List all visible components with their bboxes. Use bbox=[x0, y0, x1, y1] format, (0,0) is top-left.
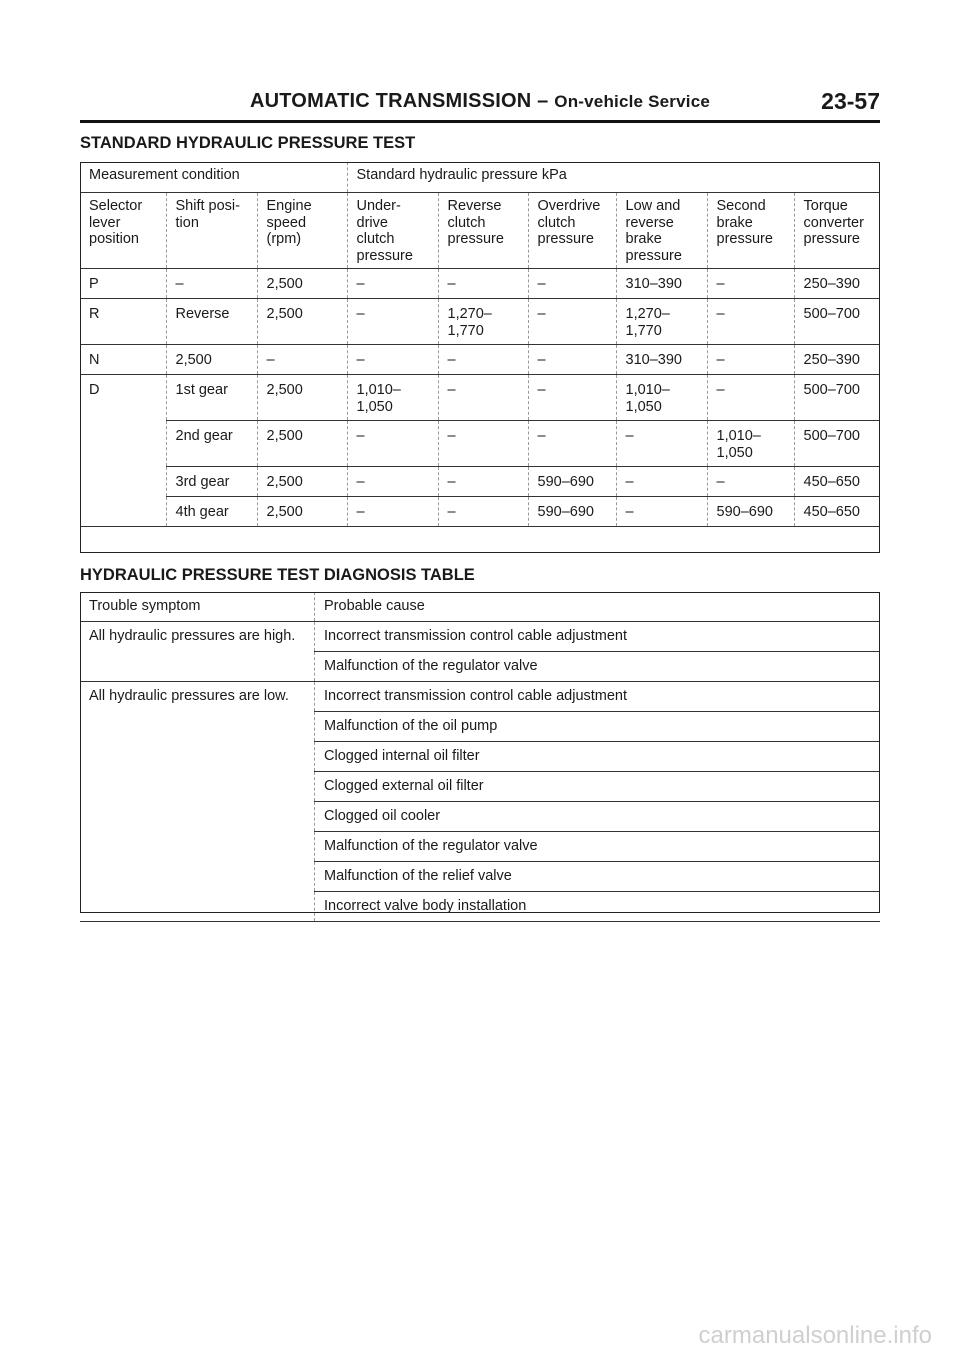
cell-line: – bbox=[716, 352, 725, 368]
probable-cause: Malfunction of the relief valve bbox=[315, 862, 881, 892]
table-cell bbox=[616, 299, 707, 345]
cell-line: – bbox=[356, 474, 365, 490]
cell-line: D bbox=[89, 382, 100, 398]
table-cell bbox=[166, 345, 257, 375]
column-header-line: Engine bbox=[266, 198, 312, 214]
table-cell bbox=[707, 269, 794, 299]
table-cell bbox=[347, 299, 438, 345]
probable-cause: Incorrect transmission control cable adjustment bbox=[315, 682, 881, 712]
diagnosis-row bbox=[80, 682, 880, 712]
column-header-line: pressure bbox=[356, 247, 413, 264]
table-cell bbox=[707, 421, 794, 467]
table-cell bbox=[347, 345, 438, 375]
column-header-line: pressure bbox=[803, 231, 860, 247]
probable-cause: Incorrect valve body installation bbox=[315, 892, 881, 922]
column-header bbox=[794, 193, 880, 269]
table-cell bbox=[347, 467, 438, 497]
cell-line: 2nd gear bbox=[175, 428, 233, 444]
column-header-line: Second bbox=[716, 198, 766, 214]
cell-line: – bbox=[447, 382, 456, 398]
page-header bbox=[80, 86, 880, 123]
table-cell bbox=[347, 375, 438, 421]
cell-line: – bbox=[447, 474, 456, 490]
table-row bbox=[80, 299, 880, 345]
diagnosis-row bbox=[80, 622, 880, 652]
cell-line: 1,770 bbox=[447, 322, 484, 339]
table-cell bbox=[616, 269, 707, 299]
table-row bbox=[80, 375, 880, 421]
cell-line: 2,500 bbox=[266, 306, 303, 322]
table-cell bbox=[794, 467, 880, 497]
column-header-line: (rpm) bbox=[266, 231, 302, 247]
cell-line: 590–690 bbox=[716, 504, 773, 520]
probable-cause: Malfunction of the oil pump bbox=[315, 712, 881, 742]
column-header-line: clutch bbox=[537, 214, 576, 231]
cell-line: – bbox=[447, 428, 456, 444]
table-cell bbox=[528, 269, 616, 299]
page-number: 23-57 bbox=[821, 88, 880, 114]
table-cell bbox=[80, 421, 166, 467]
cell-line: – bbox=[537, 428, 546, 444]
column-header bbox=[80, 193, 166, 269]
column-header-line: converter bbox=[803, 214, 864, 231]
cell-line: 1,010– bbox=[625, 382, 670, 398]
table-cell bbox=[80, 375, 166, 421]
cell-line: – bbox=[356, 352, 365, 368]
trouble-symptom: All hydraulic pressures are low. bbox=[80, 682, 315, 922]
cell-line: 500–700 bbox=[803, 428, 860, 444]
table-cell bbox=[794, 421, 880, 467]
cell-line: – bbox=[625, 428, 634, 444]
cell-line: 3rd gear bbox=[175, 474, 230, 490]
title-sub: On-vehicle Service bbox=[554, 92, 711, 111]
cell-line: 590–690 bbox=[537, 474, 594, 490]
cell-line: 2,500 bbox=[266, 382, 303, 398]
table-cell bbox=[528, 421, 616, 467]
column-header bbox=[166, 193, 257, 269]
cell-line: 2,500 bbox=[266, 276, 303, 292]
probable-cause: Incorrect transmission control cable adjustment bbox=[315, 622, 881, 652]
cell-line: – bbox=[447, 352, 456, 368]
column-header bbox=[347, 193, 438, 269]
cell-line: 590–690 bbox=[537, 504, 594, 520]
watermark: carmanualsonline.info bbox=[698, 1322, 932, 1349]
cell-line: 1,010– bbox=[716, 428, 761, 444]
cell-line: 1,270– bbox=[625, 306, 670, 322]
column-header-line: position bbox=[89, 231, 139, 247]
probable-cause: Malfunction of the regulator valve bbox=[315, 832, 881, 862]
table-cell bbox=[257, 299, 347, 345]
table-cell bbox=[438, 467, 528, 497]
cell-line: 2,500 bbox=[266, 504, 303, 520]
cell-line: 1,050 bbox=[625, 398, 662, 415]
table-row bbox=[80, 467, 880, 497]
cell-line: 250–390 bbox=[803, 276, 860, 292]
table-cell bbox=[707, 345, 794, 375]
std-test-title: STANDARD HYDRAULIC PRESSURE TEST bbox=[80, 134, 416, 152]
table-cell bbox=[438, 421, 528, 467]
cell-line: 500–700 bbox=[803, 306, 860, 322]
table-cell bbox=[528, 345, 616, 375]
table-cell bbox=[80, 497, 166, 527]
column-header-line: clutch bbox=[447, 214, 486, 231]
cell-line: 2,500 bbox=[266, 474, 303, 490]
column-header bbox=[707, 193, 794, 269]
table-cell bbox=[528, 497, 616, 527]
table-cell bbox=[166, 375, 257, 421]
cell-line: – bbox=[537, 352, 546, 368]
table-cell bbox=[257, 421, 347, 467]
cell-line: 4th gear bbox=[175, 504, 229, 520]
column-header-line: clutch bbox=[356, 231, 395, 247]
column-header-line: speed bbox=[266, 214, 307, 231]
cell-line: 450–650 bbox=[803, 474, 860, 490]
table-cell bbox=[438, 375, 528, 421]
cell-line: 1st gear bbox=[175, 382, 228, 398]
column-header-line: Overdrive bbox=[537, 198, 601, 214]
cell-line: – bbox=[625, 504, 634, 520]
table-cell bbox=[616, 375, 707, 421]
table-cell bbox=[257, 345, 347, 375]
cell-line: 1,050 bbox=[356, 398, 393, 415]
table-cell bbox=[166, 421, 257, 467]
table-cell bbox=[616, 497, 707, 527]
cell-line: – bbox=[356, 504, 365, 520]
table-cell bbox=[438, 497, 528, 527]
column-header-line: Selector bbox=[89, 198, 143, 214]
symptom-header: Trouble symptom bbox=[80, 592, 315, 622]
cell-line: – bbox=[356, 306, 365, 322]
table-cell bbox=[707, 375, 794, 421]
cell-line: – bbox=[537, 276, 546, 292]
column-header-line: pressure bbox=[716, 231, 773, 247]
cell-line: – bbox=[716, 276, 725, 292]
table-row bbox=[80, 269, 880, 299]
column-header-line: reverse bbox=[625, 214, 674, 231]
cell-line: – bbox=[716, 474, 725, 490]
cell-line: – bbox=[537, 382, 546, 398]
probable-cause: Clogged oil cooler bbox=[315, 802, 881, 832]
cell-line: 500–700 bbox=[803, 382, 860, 398]
diagnosis-header-row bbox=[80, 592, 880, 622]
cell-line: – bbox=[716, 306, 725, 322]
cause-header: Probable cause bbox=[315, 592, 881, 622]
table-cell bbox=[616, 467, 707, 497]
standard-pressure-header: Standard hydraulic pressure kPa bbox=[347, 162, 880, 193]
cell-line: 1,770 bbox=[625, 322, 662, 339]
column-header bbox=[257, 193, 347, 269]
cell-line: 1,270– bbox=[447, 306, 492, 322]
trouble-symptom: All hydraulic pressures are high. bbox=[80, 622, 315, 682]
page-title bbox=[80, 90, 880, 113]
table-cell bbox=[257, 375, 347, 421]
probable-cause: Malfunction of the regulator valve bbox=[315, 652, 881, 682]
column-header bbox=[616, 193, 707, 269]
cell-line: 2,500 bbox=[266, 428, 303, 444]
diagnosis-title: HYDRAULIC PRESSURE TEST DIAGNOSIS TABLE bbox=[80, 566, 475, 584]
column-header bbox=[438, 193, 528, 269]
table-cell bbox=[707, 497, 794, 527]
cell-line: – bbox=[625, 474, 634, 490]
table-row bbox=[80, 497, 880, 527]
diagnosis-table bbox=[80, 592, 880, 922]
cell-line: – bbox=[537, 306, 546, 322]
table-cell bbox=[528, 375, 616, 421]
column-header-row bbox=[80, 193, 880, 269]
table-cell bbox=[80, 299, 166, 345]
cell-line: 2,500 bbox=[175, 352, 212, 368]
cell-line: 250–390 bbox=[803, 352, 860, 368]
table-cell bbox=[616, 421, 707, 467]
table-cell bbox=[166, 497, 257, 527]
table-cell bbox=[528, 299, 616, 345]
table-cell bbox=[257, 467, 347, 497]
cell-line: R bbox=[89, 306, 100, 322]
cell-line: N bbox=[89, 352, 100, 368]
table-cell bbox=[707, 467, 794, 497]
column-header-line: pressure bbox=[537, 231, 594, 247]
cell-line: 310–390 bbox=[625, 276, 682, 292]
probable-cause: Clogged external oil filter bbox=[315, 772, 881, 802]
table-cell bbox=[794, 269, 880, 299]
table-cell bbox=[347, 421, 438, 467]
table-cell bbox=[794, 497, 880, 527]
title-dash: – bbox=[537, 90, 549, 112]
column-header-line: Low and bbox=[625, 198, 681, 214]
cell-line: 1,010– bbox=[356, 382, 401, 398]
column-header-line: drive bbox=[356, 214, 388, 231]
column-header-line: Torque bbox=[803, 198, 848, 214]
table-cell bbox=[707, 299, 794, 345]
table-row bbox=[80, 345, 880, 375]
table-cell bbox=[347, 497, 438, 527]
column-header-line: Under- bbox=[356, 198, 401, 214]
column-header-line: lever bbox=[89, 214, 121, 231]
table-cell bbox=[438, 345, 528, 375]
table-cell bbox=[794, 299, 880, 345]
group-header-row bbox=[80, 162, 880, 193]
column-header-line: brake bbox=[716, 214, 753, 231]
cell-line: – bbox=[356, 428, 365, 444]
table-cell bbox=[257, 269, 347, 299]
probable-cause: Clogged internal oil filter bbox=[315, 742, 881, 772]
standard-pressure-table bbox=[80, 162, 880, 527]
column-header-line: Reverse bbox=[447, 198, 502, 214]
cell-line: Reverse bbox=[175, 306, 230, 322]
table-cell bbox=[80, 345, 166, 375]
column-header-line: pressure bbox=[625, 247, 682, 264]
cell-line: – bbox=[175, 276, 184, 292]
table-cell bbox=[166, 269, 257, 299]
table-cell bbox=[80, 467, 166, 497]
cell-line: 1,050 bbox=[716, 444, 753, 461]
table-cell bbox=[347, 269, 438, 299]
cell-line: – bbox=[447, 504, 456, 520]
column-header bbox=[528, 193, 616, 269]
column-header-line: tion bbox=[175, 214, 199, 231]
cell-line: – bbox=[356, 276, 365, 292]
table-cell bbox=[80, 269, 166, 299]
table-cell bbox=[166, 299, 257, 345]
cell-line: 450–650 bbox=[803, 504, 860, 520]
column-header-line: pressure bbox=[447, 231, 504, 247]
cell-line: – bbox=[716, 382, 725, 398]
cell-line: – bbox=[447, 276, 456, 292]
table-cell bbox=[166, 467, 257, 497]
table-cell bbox=[616, 345, 707, 375]
table-row bbox=[80, 421, 880, 467]
table-cell bbox=[794, 375, 880, 421]
table-cell bbox=[438, 269, 528, 299]
cell-line: P bbox=[89, 276, 99, 292]
table-cell bbox=[257, 497, 347, 527]
table-cell bbox=[438, 299, 528, 345]
table-cell bbox=[794, 345, 880, 375]
column-header-line: brake bbox=[625, 231, 662, 247]
cell-line: – bbox=[266, 352, 275, 368]
title-main: AUTOMATIC TRANSMISSION bbox=[249, 90, 532, 112]
measurement-condition-header: Measurement condition bbox=[80, 162, 347, 193]
table-cell bbox=[528, 467, 616, 497]
cell-line: 310–390 bbox=[625, 352, 682, 368]
column-header-line: Shift posi- bbox=[175, 198, 240, 214]
